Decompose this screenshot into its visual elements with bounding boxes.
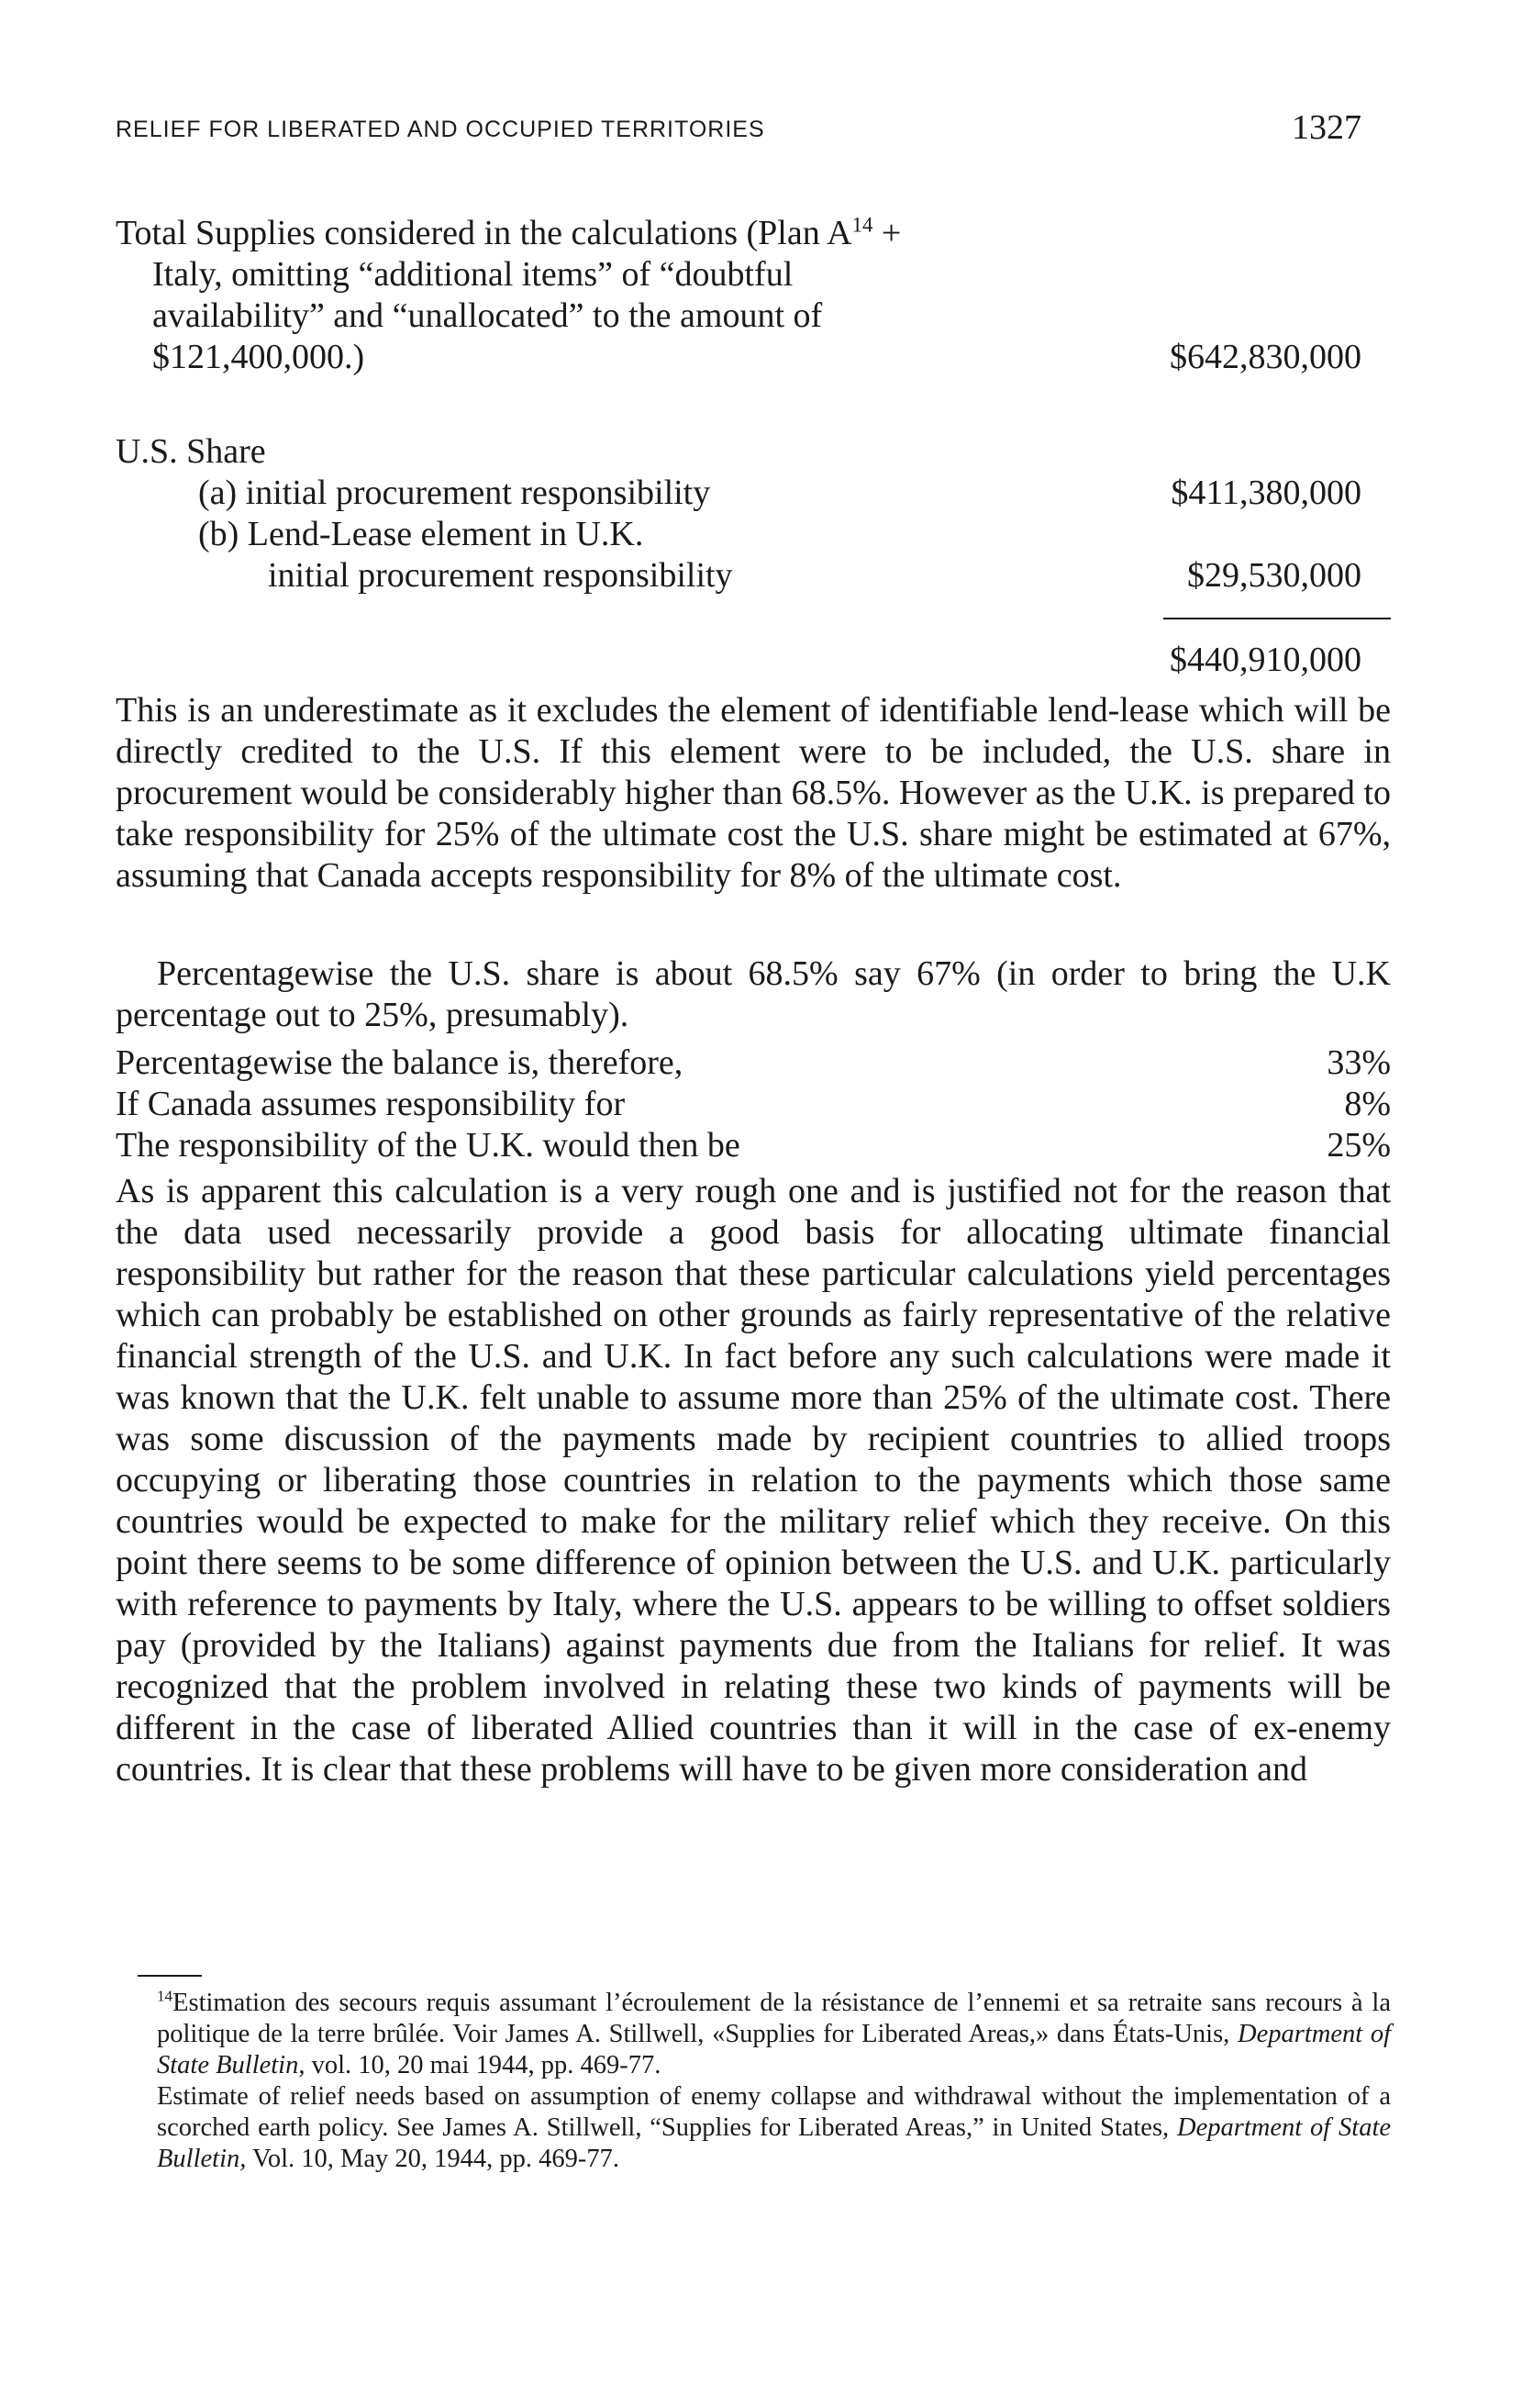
- paragraph-underestimate: This is an underestimate as it excludes the element of identifiable lend-lease which will be directly credited to the U.S. If this element were to be included, the U.S. share in procurement would be considerably higher than 68.5%. However as the U.K. is prepared to take responsibility for 25% of the ultimate cost the U.S. share might be estimated at 67%, assuming that Canada accepts responsibility for 8% of the ultimate cost.: [116, 691, 1391, 895]
- us-share-heading: U.S. Share: [116, 432, 266, 471]
- page-number: 1327: [1292, 108, 1361, 147]
- us-share-item-b-amount: $29,530,000: [1187, 556, 1361, 595]
- footnote-marker: 14: [157, 1987, 173, 2005]
- footnote-ref-14: 14: [851, 213, 873, 237]
- footnote-rule: [138, 1975, 202, 1977]
- percent-row-balance: [116, 1042, 1391, 1084]
- total-supplies-line-4: $121,400,000.): [152, 338, 365, 376]
- footnote-english: Estimate of relief needs based on assumption of enemy collapse and withdrawal without the implementation of a scorched earth policy. See James A. Stillwell, “Supplies for Liberated Areas,” in United States, Department of State Bulletin, Vol. 10, May 20, 1944, pp. 469-77.: [157, 2082, 1392, 2173]
- total-supplies-line-3: availability” and “unallocated” to the amount of: [152, 296, 823, 335]
- publication-title: Department of State Bulletin,: [157, 2113, 1392, 2173]
- us-share-item-b-label: (b) Lend-Lease element in U.K.: [198, 515, 644, 553]
- paragraph-percentagewise: Percentagewise the U.S. share is about 68.5% say 67% (in order to bring the U.K percentage out to 25%, presumably).: [116, 954, 1391, 1034]
- us-share-item-a-amount: $411,380,000: [1171, 474, 1361, 512]
- footnote-14: [157, 1988, 1391, 2175]
- percent-row-canada: [116, 1084, 1391, 1125]
- percent-row-value: 8%: [1344, 1085, 1391, 1123]
- us-share-item-a-label: (a) initial procurement responsibility: [198, 474, 711, 512]
- percent-row-uk: [116, 1125, 1391, 1166]
- paragraph-rough-calculation: As is apparent this calculation is a very rough one and is justified not for the reason that the data used necessarily provide a good basis for allocating ultimate financial responsibility but rather for the reason that these particular calculations yield percentages which can probably be established on other grounds as fairly representative of the relative financial strength of the U.S. and U.K. In fact before any such calculations were made it was known that the U.K. felt unable to assume more than 25% of the ultimate cost. There was some discussion of the payments made by recipient countries to allied troops occupying or liberating those countries in relation to the payments which those same countries would be expected to make for the military relief which they receive. On this point there seems to be some difference of opinion between the U.S. and U.K. particularly with reference to payments by Italy, where the U.S. appears to be willing to offset soldiers pay (provided by the Italians) against payments due from the Italians for relief. It was recognized that the problem involved in relating these two kinds of payments will be different in the case of liberated Allied countries than it will in the case of ex-enemy countries. It is clear that these problems will have to be given more consideration and: [116, 1172, 1391, 1789]
- sum-rule: [1163, 618, 1391, 619]
- total-supplies-line-1: Total Supplies considered in the calculations (Plan $A^{14}$ +: [116, 213, 902, 252]
- us-share-total: $440,910,000: [1170, 641, 1361, 679]
- percent-row-value: 25%: [1327, 1126, 1391, 1165]
- percent-row-label: Percentagewise the balance is, therefore,: [116, 1043, 683, 1082]
- percent-row-value: 33%: [1327, 1043, 1391, 1082]
- percent-row-label: The responsibility of the U.K. would then be: [116, 1126, 740, 1165]
- percent-row-label: If Canada assumes responsibility for: [116, 1085, 626, 1123]
- footnote-french: $^{14}$Estimation des secours requis assumant l’écroulement de la résistance de l’ennemi et sa retraite sans recours à la politique de la terre brûlée. Voir James A. Stillwell, «Supplies for Liberated Areas,» dans États-Unis, Department of State Bulletin, vol. 10, 20 mai 1944, pp. 469-77.: [157, 1987, 1391, 2079]
- publication-title: Department of State Bulletin,: [157, 2020, 1391, 2079]
- running-title: RELIEF FOR LIBERATED AND OCCUPIED TERRITORIES: [116, 117, 765, 142]
- total-supplies-line-2: Italy, omitting “additional items” of “doubtful: [152, 255, 794, 294]
- total-supplies-amount: $642,830,000: [1170, 338, 1361, 376]
- us-share-item-b-label-2: initial procurement responsibility: [268, 556, 733, 595]
